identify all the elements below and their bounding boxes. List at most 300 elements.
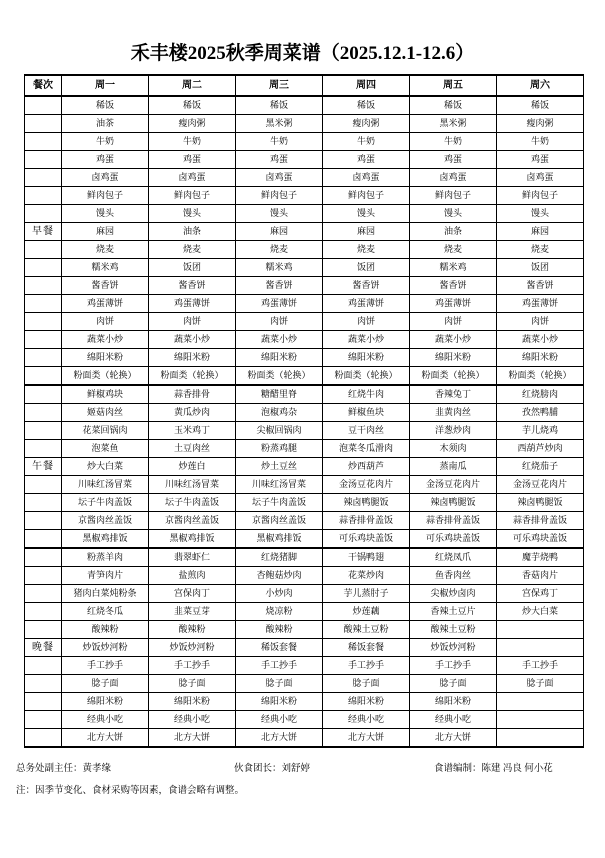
menu-cell: 北方大饼 — [62, 729, 149, 748]
menu-cell: 卤鸡蛋 — [497, 169, 584, 187]
table-row — [25, 512, 584, 530]
menu-cell: 黑米粥 — [410, 115, 497, 133]
menu-cell: 烧麦 — [236, 241, 323, 259]
meal-section-spacer — [25, 422, 62, 440]
menu-cell: 饭团 — [149, 259, 236, 277]
weekly-menu-table — [24, 74, 584, 748]
meal-section-spacer — [25, 331, 62, 349]
menu-cell: 卤鸡蛋 — [323, 169, 410, 187]
menu-cell: 韭黄肉丝 — [410, 404, 497, 422]
meal-section-spacer — [25, 115, 62, 133]
header-day-4: 周四 — [323, 75, 410, 96]
menu-cell: 馒头 — [410, 205, 497, 223]
menu-cell: 京酱肉丝盖饭 — [236, 512, 323, 530]
menu-cell: 翡翠虾仁 — [149, 548, 236, 567]
menu-cell: 酱香饼 — [236, 277, 323, 295]
menu-cell: 黑椒鸡排饭 — [62, 530, 149, 549]
menu-cell: 韭菜豆芽 — [149, 603, 236, 621]
menu-cell: 鸡蛋 — [497, 151, 584, 169]
meal-section-spacer — [25, 385, 62, 404]
table-body — [25, 96, 584, 747]
menu-cell: 腍子面 — [62, 675, 149, 693]
menu-cell: 烧麦 — [497, 241, 584, 259]
menu-cell: 香辣兔丁 — [410, 385, 497, 404]
menu-cell: 瘦肉粥 — [323, 115, 410, 133]
menu-cell: 粉蒸鸡腿 — [236, 440, 323, 458]
header-day-5: 周五 — [410, 75, 497, 96]
meal-section-spacer — [25, 512, 62, 530]
table-row — [25, 729, 584, 748]
table-row — [25, 494, 584, 512]
menu-cell: 酸辣粉 — [236, 621, 323, 639]
meal-section-spacer — [25, 259, 62, 277]
menu-cell: 酱香饼 — [323, 277, 410, 295]
menu-cell: 川味红汤冒菜 — [236, 476, 323, 494]
menu-cell: 干锅鸭翅 — [323, 548, 410, 567]
menu-cell: 黑米粥 — [236, 115, 323, 133]
menu-cell: 炒西葫芦 — [323, 458, 410, 476]
menu-cell: 手工抄手 — [323, 657, 410, 675]
menu-cell: 蔬菜小炒 — [149, 331, 236, 349]
meal-section-spacer — [25, 494, 62, 512]
menu-cell: 辣卤鸭腿饭 — [497, 494, 584, 512]
meal-section-spacer — [25, 367, 62, 386]
menu-cell: 鸡蛋薄饼 — [62, 295, 149, 313]
meal-section-spacer — [25, 313, 62, 331]
table-header-row — [25, 75, 584, 96]
menu-cell: 盐煎肉 — [149, 567, 236, 585]
menu-cell: 炒饭炒河粉 — [410, 639, 497, 657]
table-row — [25, 331, 584, 349]
menu-cell: 黑椒鸡排饭 — [236, 530, 323, 549]
menu-cell: 金汤豆花肉片 — [323, 476, 410, 494]
meal-section-spacer — [25, 133, 62, 151]
menu-cell: 京酱肉丝盖饭 — [149, 512, 236, 530]
menu-cell: 鲜肉包子 — [149, 187, 236, 205]
menu-cell — [497, 693, 584, 711]
menu-cell: 洋葱炒肉 — [410, 422, 497, 440]
menu-cell: 牛奶 — [323, 133, 410, 151]
meal-section-spacer — [25, 530, 62, 549]
menu-cell: 油条 — [149, 223, 236, 241]
menu-cell: 腍子面 — [497, 675, 584, 693]
menu-cell: 经典小吃 — [149, 711, 236, 729]
menu-cell: 坛子牛肉盖饭 — [149, 494, 236, 512]
menu-cell: 手工抄手 — [497, 657, 584, 675]
menu-cell: 鸡蛋 — [62, 151, 149, 169]
menu-cell: 麻园 — [236, 223, 323, 241]
menu-cell: 可乐鸡块盖饭 — [497, 530, 584, 549]
table-row — [25, 205, 584, 223]
menu-cell: 红烧猪脚 — [236, 548, 323, 567]
meal-section-spacer — [25, 476, 62, 494]
menu-cell: 北方大饼 — [236, 729, 323, 748]
menu-cell: 鲜肉包子 — [410, 187, 497, 205]
menu-cell: 腍子面 — [410, 675, 497, 693]
menu-cell: 酱香饼 — [410, 277, 497, 295]
menu-cell: 绵阳米粉 — [323, 693, 410, 711]
menu-cell: 泡菜鱼 — [62, 440, 149, 458]
meal-section-spacer — [25, 96, 62, 115]
meal-section-spacer — [25, 711, 62, 729]
menu-cell: 牛奶 — [410, 133, 497, 151]
menu-cell — [497, 639, 584, 657]
table-row — [25, 223, 584, 241]
menu-cell: 辣卤鸭腿饭 — [323, 494, 410, 512]
menu-cell: 绵阳米粉 — [497, 349, 584, 367]
table-row — [25, 404, 584, 422]
meal-section-spacer — [25, 241, 62, 259]
menu-cell: 麻园 — [323, 223, 410, 241]
meal-section-spacer — [25, 169, 62, 187]
menu-cell — [497, 729, 584, 748]
table-row — [25, 693, 584, 711]
menu-cell: 肉饼 — [149, 313, 236, 331]
meal-section-spacer — [25, 277, 62, 295]
menu-cell: 蒸南瓜 — [410, 458, 497, 476]
menu-cell: 烧麦 — [323, 241, 410, 259]
menu-cell: 香辣土豆片 — [410, 603, 497, 621]
menu-cell: 炒饭炒河粉 — [149, 639, 236, 657]
meal-section-spacer — [25, 729, 62, 748]
menu-cell — [497, 711, 584, 729]
meal-section-spacer — [25, 675, 62, 693]
footer-signatures — [16, 760, 589, 778]
menu-cell: 肉饼 — [497, 313, 584, 331]
menu-cell: 馒头 — [323, 205, 410, 223]
menu-cell: 饭团 — [323, 259, 410, 277]
menu-cell: 孜然鸭脯 — [497, 404, 584, 422]
menu-cell: 经典小吃 — [323, 711, 410, 729]
menu-cell: 绵阳米粉 — [236, 693, 323, 711]
menu-cell: 酱香饼 — [62, 277, 149, 295]
menu-cell: 土豆肉丝 — [149, 440, 236, 458]
menu-cell: 酸辣土豆粉 — [323, 621, 410, 639]
menu-cell: 花菜炒肉 — [323, 567, 410, 585]
menu-cell: 红烧牛肉 — [323, 385, 410, 404]
menu-cell: 京酱肉丝盖饭 — [62, 512, 149, 530]
meal-section-spacer — [25, 404, 62, 422]
menu-cell: 粉面类（轮换） — [497, 367, 584, 386]
menu-cell: 馒头 — [236, 205, 323, 223]
meal-section-spacer — [25, 349, 62, 367]
menu-cell: 绵阳米粉 — [323, 349, 410, 367]
menu-cell: 手工抄手 — [62, 657, 149, 675]
table-row — [25, 639, 584, 657]
menu-cell: 卤鸡蛋 — [149, 169, 236, 187]
menu-cell: 肉饼 — [62, 313, 149, 331]
menu-cell: 鲜肉包子 — [497, 187, 584, 205]
menu-cell: 牛奶 — [236, 133, 323, 151]
menu-cell: 小炒肉 — [236, 585, 323, 603]
footer-note: 注：因季节变化、食材采购等因素，食谱会略有调整。 — [16, 786, 245, 796]
menu-cell: 卤鸡蛋 — [410, 169, 497, 187]
menu-cell — [497, 621, 584, 639]
menu-cell: 酸辣粉 — [62, 621, 149, 639]
menu-cell: 蔬菜小炒 — [236, 331, 323, 349]
menu-cell: 麻园 — [62, 223, 149, 241]
menu-cell: 卤鸡蛋 — [62, 169, 149, 187]
menu-cell: 烧凉粉 — [236, 603, 323, 621]
menu-cell: 杏鲍菇炒肉 — [236, 567, 323, 585]
table-row — [25, 277, 584, 295]
menu-cell: 酱香饼 — [497, 277, 584, 295]
menu-cell: 烧麦 — [410, 241, 497, 259]
menu-cell: 绵阳米粉 — [410, 693, 497, 711]
menu-cell: 芋儿蒸肘子 — [323, 585, 410, 603]
table-row — [25, 313, 584, 331]
table-row — [25, 458, 584, 476]
menu-cell: 鸡蛋薄饼 — [236, 295, 323, 313]
menu-cell: 粉面类（轮换） — [410, 367, 497, 386]
menu-cell: 炒莲藕 — [323, 603, 410, 621]
menu-cell: 花菜回锅肉 — [62, 422, 149, 440]
meal-section-spacer — [25, 567, 62, 585]
menu-cell: 宫保鸡丁 — [497, 585, 584, 603]
table-row — [25, 367, 584, 386]
menu-cell: 红烧凤爪 — [410, 548, 497, 567]
meal-section-spacer — [25, 603, 62, 621]
menu-cell: 糖醋里脊 — [236, 385, 323, 404]
menu-cell: 鲜肉包子 — [236, 187, 323, 205]
menu-cell: 宫保肉丁 — [149, 585, 236, 603]
menu-cell: 鸡蛋薄饼 — [497, 295, 584, 313]
menu-cell: 西葫芦炒肉 — [497, 440, 584, 458]
table-row — [25, 133, 584, 151]
menu-cell: 泡菜冬瓜滑肉 — [323, 440, 410, 458]
menu-cell: 肉饼 — [236, 313, 323, 331]
menu-cell: 可乐鸡块盖饭 — [410, 530, 497, 549]
menu-cell: 粉面类（轮换） — [62, 367, 149, 386]
menu-cell: 绵阳米粉 — [149, 349, 236, 367]
menu-cell: 川味红汤冒菜 — [62, 476, 149, 494]
menu-cell: 坛子牛肉盖饭 — [62, 494, 149, 512]
menu-cell: 蒜香排骨盖饭 — [323, 512, 410, 530]
table-row — [25, 187, 584, 205]
menu-cell: 牛奶 — [497, 133, 584, 151]
menu-cell: 腍子面 — [236, 675, 323, 693]
menu-cell: 炒大白菜 — [497, 603, 584, 621]
menu-cell: 经典小吃 — [236, 711, 323, 729]
menu-cell: 尖椒炒卤肉 — [410, 585, 497, 603]
menu-cell: 鲜椒鸡块 — [62, 385, 149, 404]
menu-cell: 粉面类（轮换） — [236, 367, 323, 386]
table-row — [25, 151, 584, 169]
header-day-3: 周三 — [236, 75, 323, 96]
menu-cell: 馒头 — [497, 205, 584, 223]
menu-cell: 辣卤鸭腿饭 — [410, 494, 497, 512]
menu-cell: 鲜肉包子 — [62, 187, 149, 205]
table-row — [25, 675, 584, 693]
menu-cell: 烧麦 — [62, 241, 149, 259]
table-row — [25, 711, 584, 729]
table-row — [25, 440, 584, 458]
menu-cell: 川味红汤冒菜 — [149, 476, 236, 494]
menu-cell: 北方大饼 — [149, 729, 236, 748]
table-row — [25, 169, 584, 187]
menu-cell: 绵阳米粉 — [149, 693, 236, 711]
meal-section-spacer — [25, 548, 62, 567]
menu-cell: 糯米鸡 — [410, 259, 497, 277]
menu-cell: 油条 — [410, 223, 497, 241]
menu-cell: 鲜椒鱼块 — [323, 404, 410, 422]
menu-cell: 瘦肉粥 — [149, 115, 236, 133]
menu-cell: 鸡蛋 — [323, 151, 410, 169]
menu-cell: 粉面类（轮换） — [323, 367, 410, 386]
menu-cell: 蔬菜小炒 — [410, 331, 497, 349]
menu-cell: 绵阳米粉 — [62, 349, 149, 367]
menu-cell: 红烧膀肉 — [497, 385, 584, 404]
table-row — [25, 585, 584, 603]
menu-cell: 蔬菜小炒 — [62, 331, 149, 349]
menu-cell: 红烧茄子 — [497, 458, 584, 476]
menu-cell: 鲜肉包子 — [323, 187, 410, 205]
menu-cell: 稀饭 — [149, 96, 236, 115]
menu-cell: 绵阳米粉 — [62, 693, 149, 711]
table-row — [25, 621, 584, 639]
header-day-6: 周六 — [497, 75, 584, 96]
menu-cell: 粉蒸羊肉 — [62, 548, 149, 567]
table-row — [25, 259, 584, 277]
menu-cell: 手工抄手 — [410, 657, 497, 675]
menu-cell: 稀饭 — [497, 96, 584, 115]
menu-cell: 馒头 — [62, 205, 149, 223]
meal-section-spacer — [25, 585, 62, 603]
menu-cell: 酸辣土豆粉 — [410, 621, 497, 639]
header-meal-type: 餐次 — [25, 75, 62, 96]
menu-cell: 黑椒鸡排饭 — [149, 530, 236, 549]
menu-cell: 红烧冬瓜 — [62, 603, 149, 621]
page-title: 禾丰楼2025秋季周菜谱（2025.12.1-12.6） — [130, 43, 475, 64]
menu-cell: 黄瓜炒肉 — [149, 404, 236, 422]
menu-cell: 腍子面 — [149, 675, 236, 693]
meal-section-spacer — [25, 440, 62, 458]
menu-cell: 尖椒回锅肉 — [236, 422, 323, 440]
menu-cell: 牛奶 — [62, 133, 149, 151]
menu-cell: 金汤豆花肉片 — [410, 476, 497, 494]
menu-cell: 饭团 — [497, 259, 584, 277]
menu-cell: 玉米鸡丁 — [149, 422, 236, 440]
menu-cell: 鸡蛋薄饼 — [149, 295, 236, 313]
table-row — [25, 241, 584, 259]
header-day-1: 周一 — [62, 75, 149, 96]
meal-section-spacer — [25, 295, 62, 313]
menu-cell: 手工抄手 — [236, 657, 323, 675]
table-row — [25, 96, 584, 115]
meal-section-spacer — [25, 205, 62, 223]
menu-cell: 青笋肉片 — [62, 567, 149, 585]
table-row — [25, 476, 584, 494]
menu-cell: 牛奶 — [149, 133, 236, 151]
meal-section-spacer — [25, 621, 62, 639]
menu-cell: 蔬菜小炒 — [497, 331, 584, 349]
footer-catering-head: 伙食团长：刘舒婷 — [234, 764, 311, 774]
menu-table-wrap — [0, 74, 605, 748]
meal-section-spacer — [25, 187, 62, 205]
meal-section-spacer — [25, 657, 62, 675]
menu-cell: 糯米鸡 — [236, 259, 323, 277]
menu-cell: 麻园 — [497, 223, 584, 241]
table-row — [25, 603, 584, 621]
menu-cell: 豆干肉丝 — [323, 422, 410, 440]
menu-cell: 蔬菜小炒 — [323, 331, 410, 349]
meal-section-label: 晚餐 — [25, 639, 62, 657]
menu-cell: 稀饭套餐 — [323, 639, 410, 657]
table-row — [25, 385, 584, 404]
menu-cell: 粉面类（轮换） — [149, 367, 236, 386]
menu-cell: 卤鸡蛋 — [236, 169, 323, 187]
meal-section-spacer — [25, 151, 62, 169]
menu-cell: 糯米鸡 — [62, 259, 149, 277]
menu-cell: 烧麦 — [149, 241, 236, 259]
meal-section-label: 早餐 — [25, 223, 62, 241]
menu-cell: 油茶 — [62, 115, 149, 133]
menu-cell: 绵阳米粉 — [410, 349, 497, 367]
menu-cell: 肉饼 — [410, 313, 497, 331]
menu-cell: 腍子面 — [323, 675, 410, 693]
menu-cell: 肉饼 — [323, 313, 410, 331]
menu-cell: 木须肉 — [410, 440, 497, 458]
menu-cell: 鸡蛋薄饼 — [410, 295, 497, 313]
meal-section-spacer — [25, 693, 62, 711]
menu-cell: 鸡蛋 — [149, 151, 236, 169]
header-day-2: 周二 — [149, 75, 236, 96]
menu-cell: 北方大饼 — [323, 729, 410, 748]
menu-cell: 经典小吃 — [62, 711, 149, 729]
menu-cell: 鸡蛋 — [410, 151, 497, 169]
menu-cell: 泡椒鸡杂 — [236, 404, 323, 422]
table-row — [25, 567, 584, 585]
menu-cell: 蒜香排骨盖饭 — [410, 512, 497, 530]
menu-cell: 炒大白菜 — [62, 458, 149, 476]
footer-director: 总务处副主任：黄孝缘 — [16, 764, 112, 774]
table-row — [25, 422, 584, 440]
menu-cell: 稀饭 — [323, 96, 410, 115]
menu-cell: 稀饭 — [236, 96, 323, 115]
table-row — [25, 115, 584, 133]
menu-cell: 手工抄手 — [149, 657, 236, 675]
table-row — [25, 657, 584, 675]
menu-cell: 鸡蛋薄饼 — [323, 295, 410, 313]
menu-cell: 魔芋烧鸭 — [497, 548, 584, 567]
menu-cell: 炒饭炒河粉 — [62, 639, 149, 657]
meal-section-label: 午餐 — [25, 458, 62, 476]
menu-cell: 经典小吃 — [410, 711, 497, 729]
menu-cell: 瘦肉粥 — [497, 115, 584, 133]
menu-cell: 蒜香排骨盖饭 — [497, 512, 584, 530]
footer — [0, 748, 605, 800]
menu-cell: 酱香饼 — [149, 277, 236, 295]
table-row — [25, 349, 584, 367]
table-head — [25, 75, 584, 96]
menu-cell: 稀饭 — [410, 96, 497, 115]
menu-cell: 金汤豆花肉片 — [497, 476, 584, 494]
menu-cell: 北方大饼 — [410, 729, 497, 748]
menu-cell: 香菇肉片 — [497, 567, 584, 585]
table-row — [25, 295, 584, 313]
menu-cell: 猪肉白菜炖粉条 — [62, 585, 149, 603]
menu-cell: 酸辣粉 — [149, 621, 236, 639]
menu-cell: 馒头 — [149, 205, 236, 223]
menu-cell: 鸡蛋 — [236, 151, 323, 169]
table-row — [25, 530, 584, 549]
footer-menu-authors: 食谱编制：陈建 冯良 何小花 — [434, 764, 553, 774]
menu-cell: 蒜香排骨 — [149, 385, 236, 404]
menu-cell: 绵阳米粉 — [236, 349, 323, 367]
menu-cell: 可乐鸡块盖饭 — [323, 530, 410, 549]
menu-cell: 炒莲白 — [149, 458, 236, 476]
table-row — [25, 548, 584, 567]
